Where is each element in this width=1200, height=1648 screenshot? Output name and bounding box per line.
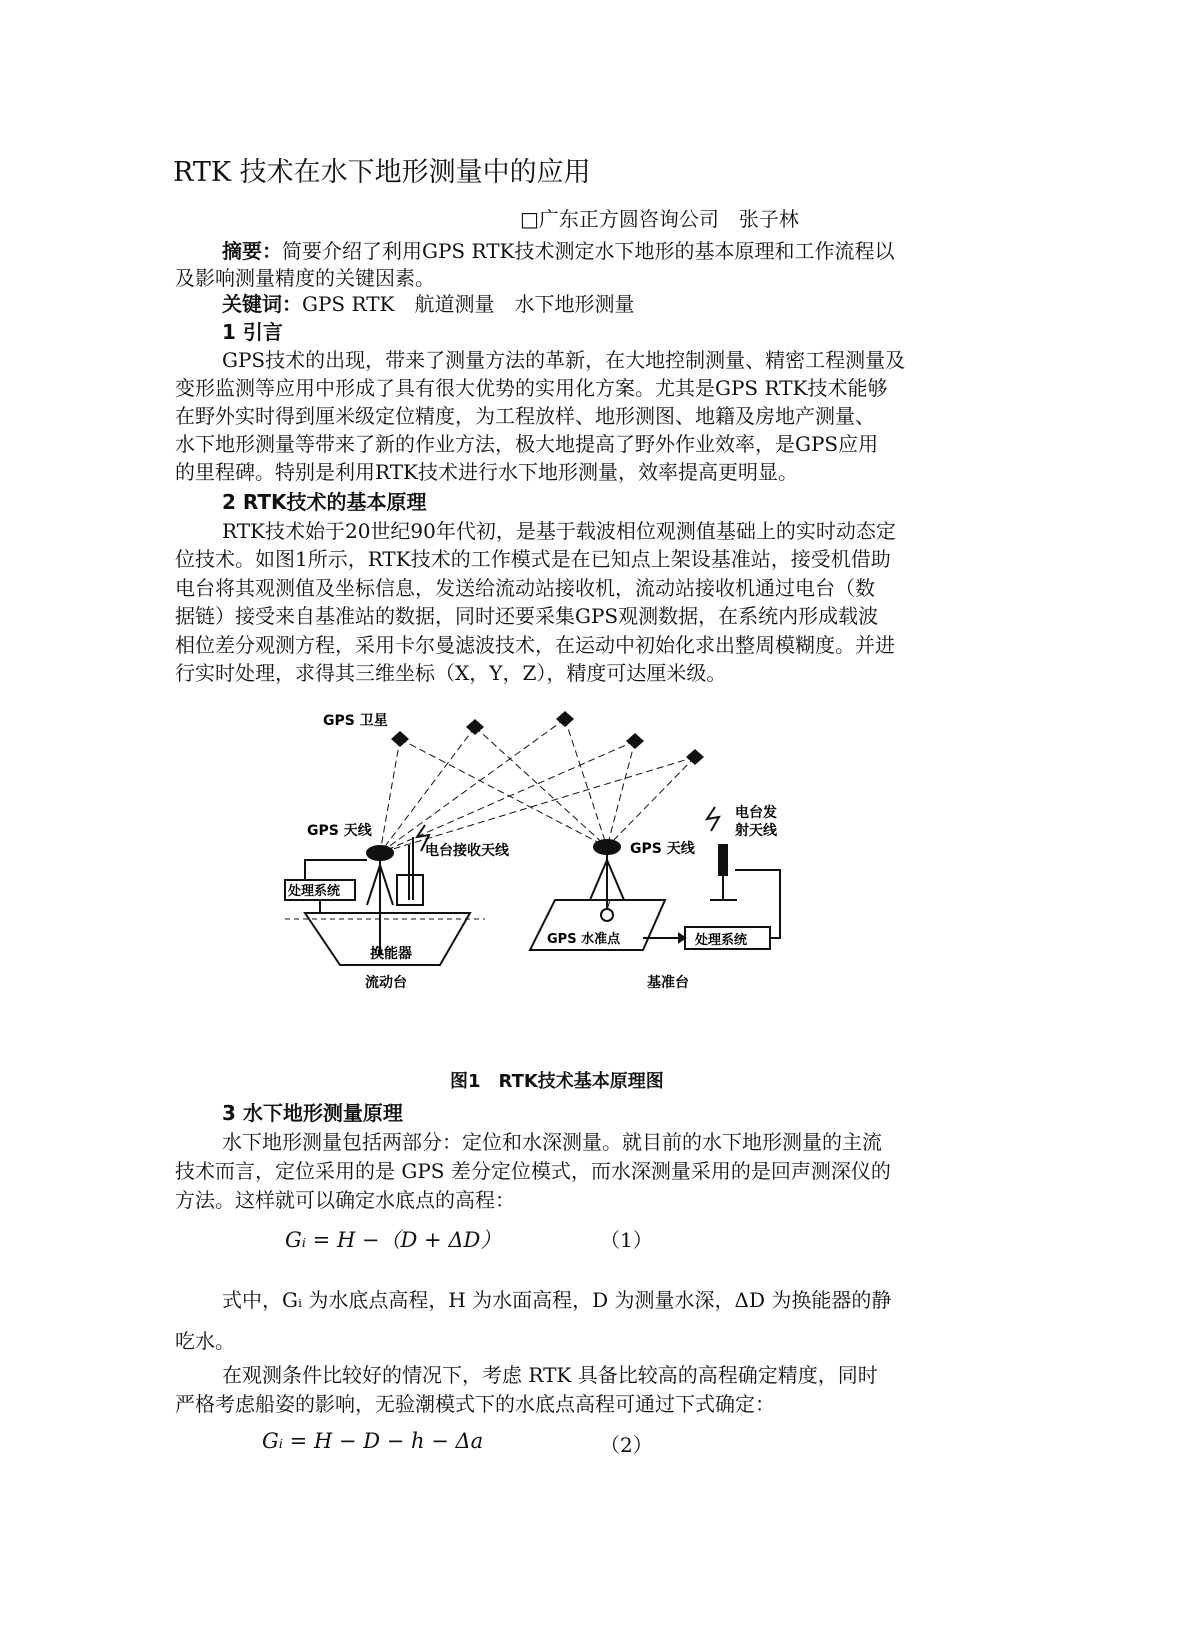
satellite-icon <box>626 733 644 749</box>
keywords-line <box>222 288 634 317</box>
satellite-icons <box>391 711 704 765</box>
s1-line-5: 的里程碑。特别是利用RTK技术进行水下地形测量，效率提高更明显。 <box>175 460 798 484</box>
satellite-label: GPS 卫星 <box>323 713 388 729</box>
satellite-icon <box>391 731 409 747</box>
abstract-line-1 <box>222 235 894 264</box>
processing-label-right: 处理系统 <box>695 933 748 948</box>
section-3-heading: 3 水下地形测量原理 <box>222 1101 403 1125</box>
abstract-label: 摘要： <box>222 239 282 263</box>
equation-2: Gᵢ = H − D − h − Δa <box>262 1429 484 1453</box>
gps-antenna-label-right: GPS 天线 <box>630 841 695 857</box>
base-label: 基准台 <box>647 975 689 991</box>
s2-line-3: 电台将其观测值及坐标信息，发送给流动站接收机，流动站接收机通过电台（数 <box>175 576 875 600</box>
satellite-icon <box>556 711 574 727</box>
s1-line-4: 水下地形测量等带来了新的作业方法，极大地提高了野外作业效率，是GPS应用 <box>175 432 879 456</box>
s3-line-1: 水下地形测量包括两部分：定位和水深测量。就目前的水下地形测量的主流 <box>222 1130 882 1154</box>
satellite-icon <box>686 749 704 765</box>
radio-receive-label: 电台接收天线 <box>425 843 509 859</box>
gps-antenna-label-left: GPS 天线 <box>307 823 372 839</box>
keywords-label: 关键词： <box>222 292 302 316</box>
s3-expl-line-2: 吃水。 <box>175 1329 235 1353</box>
s3-para2-line-1: 在观测条件比较好的情况下，考虑 RTK 具备比较高的高程确定精度，同时 <box>222 1363 878 1387</box>
s1-line-2: 变形监测等应用中形成了具有很大优势的实用化方案。尤其是GPS RTK技术能够 <box>175 376 888 400</box>
radio-transmit-label-1: 电台发 <box>735 805 777 821</box>
transducer-label: 换能器 <box>370 946 412 962</box>
abstract-text-1: 简要介绍了利用GPS RTK技术测定水下地形的基本原理和工作流程以 <box>282 239 895 263</box>
s3-line-3: 方法。这样就可以确定水底点的高程： <box>175 1188 515 1212</box>
rover-label: 流动台 <box>365 975 407 991</box>
s1-line-3: 在野外实时得到厘米级定位精度，为工程放样、地形测图、地籍及房地产测量、 <box>175 404 875 428</box>
s2-line-6: 行实时处理，求得其三维坐标（X，Y，Z），精度可达厘米级。 <box>175 661 727 685</box>
keywords-text: GPS RTK 航道测量 水下地形测量 <box>302 292 635 316</box>
rtk-principle-diagram <box>285 713 845 1025</box>
s2-line-1: RTK技术始于20世纪90年代初，是基于载波相位观测值基础上的实时动态定 <box>222 519 896 543</box>
abstract-line-2: 及影响测量精度的关键因素。 <box>175 266 435 290</box>
author-line: □广东正方圆咨询公司 张子林 <box>520 207 799 231</box>
s3-line-2: 技术而言，定位采用的是 GPS 差分定位模式，而水深测量采用的是回声测深仪的 <box>175 1159 891 1183</box>
benchmark-label: GPS 水准点 <box>547 932 621 947</box>
equation-1-number: （1） <box>600 1228 653 1252</box>
section-1-heading: 1 引言 <box>222 320 283 344</box>
s2-line-4: 据链）接受来自基准站的数据，同时还要采集GPS观测数据，在系统内形成载波 <box>175 604 879 628</box>
radio-transmit-label-2: 射天线 <box>735 823 777 839</box>
signal-lines <box>380 719 695 853</box>
satellite-icon <box>466 719 484 735</box>
paper-title: RTK 技术在水下地形测量中的应用 <box>173 157 591 188</box>
s2-line-5: 相位差分观测方程，采用卡尔曼滤波技术，在运动中初始化求出整周模糊度。并进 <box>175 633 895 657</box>
figure-caption: 图1 RTK技术基本原理图 <box>450 1071 664 1092</box>
s3-para2-line-2: 严格考虑船姿的影响，无验潮模式下的水底点高程可通过下式确定： <box>175 1392 775 1416</box>
equation-1: Gᵢ = H −（D + ΔD） <box>285 1228 502 1252</box>
s1-line-1: GPS技术的出现，带来了测量方法的革新，在大地控制测量、精密工程测量及 <box>222 348 906 372</box>
s3-expl-line-1: 式中，Gᵢ 为水底点高程，H 为水面高程，D 为测量水深，ΔD 为换能器的静 <box>222 1288 892 1312</box>
section-2-heading: 2 RTK技术的基本原理 <box>222 490 427 514</box>
s2-line-2: 位技术。如图1所示，RTK技术的工作模式是在已知点上架设基准站，接受机借助 <box>175 547 891 571</box>
equation-2-number: （2） <box>600 1433 653 1457</box>
processing-label-left: 处理系统 <box>288 884 341 899</box>
